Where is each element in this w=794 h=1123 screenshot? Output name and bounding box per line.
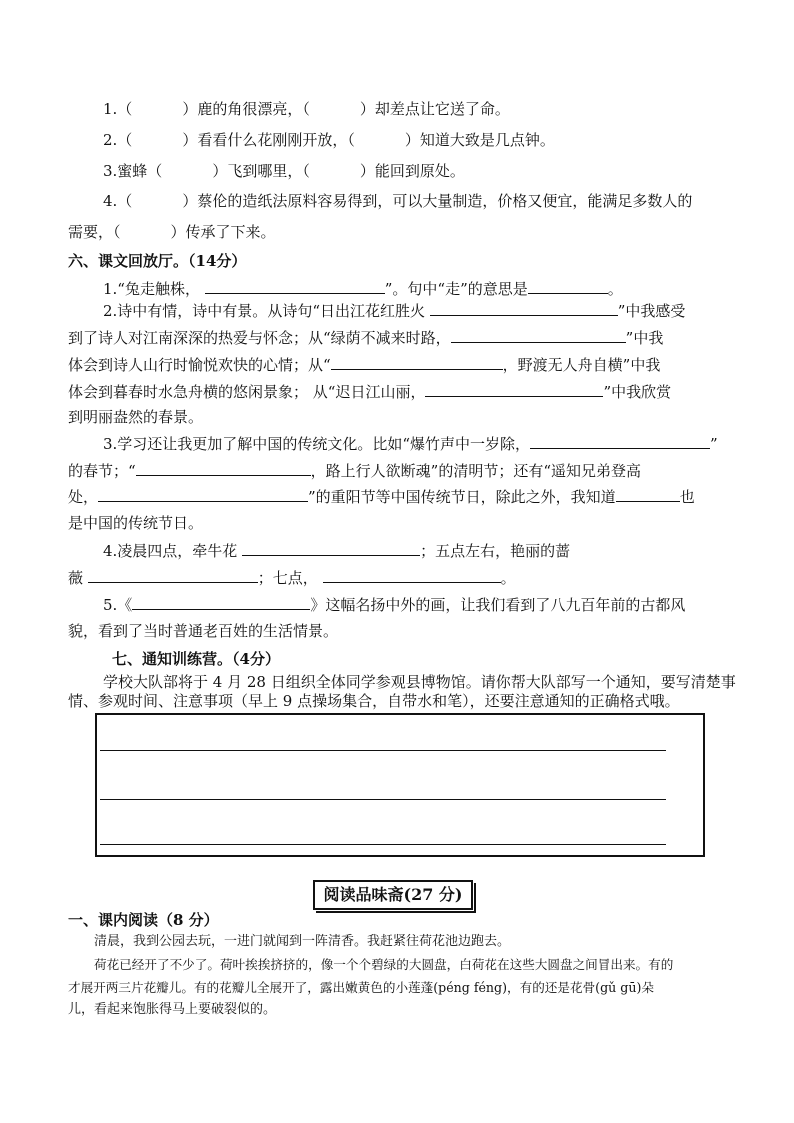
notice-prompt-2: 情、参观时间、注意事项（早上 9 点操场集合，自带水和笔），还要注意通知的正确格式哦。	[68, 692, 680, 710]
answer-blank[interactable]	[430, 300, 618, 316]
answer-blank[interactable]	[331, 354, 503, 370]
q5-3: 3.蜜蜂（ ）飞到哪里，（ ）能回到原处。	[103, 162, 465, 180]
reading-title: 阅读品味斋(27 分)	[313, 880, 473, 910]
answer-rule	[100, 844, 666, 845]
notice-prompt-1: 学校大队部将于 4 月 28 日组织全体同学参观县博物馆。请你帮大队部写一个通知，要写清楚事	[103, 673, 736, 691]
q6-4-l2: 薇 ；七点， 。	[68, 569, 516, 587]
q6-5-l2: 貌，看到了当时普通老百姓的生活情景。	[68, 622, 339, 640]
q5-4-cont: 需要，（ ）传承了下来。	[68, 223, 276, 241]
q6-3-l3: 处， ”的重阳节等中国传统节日，除此之外，我知道 也	[68, 488, 695, 506]
answer-blank[interactable]	[205, 278, 385, 294]
q6-5-l1: 5.《 》这幅名扬中外的画，让我们看到了八九百年前的古都风	[103, 596, 686, 614]
q6-3-l1: 3.学习还让我更加了解中国的传统文化。比如“爆竹声中一岁除， ”	[103, 435, 718, 453]
section6-heading: 六、课文回放厅。（14分）	[68, 252, 247, 270]
q6-2-l3: 体会到诗人山行时愉悦欢快的心情；从“ ，野渡无人舟自横”中我	[68, 356, 661, 374]
q6-2-l4: 体会到暮春时水急舟横的悠闲景象； 从“迟日江山丽， ”中我欣赏	[68, 383, 672, 401]
answer-blank[interactable]	[88, 567, 258, 583]
answer-rule	[100, 799, 666, 800]
q5-4: 4.（ ）蔡伦的造纸法原料容易得到，可以大量制造，价格又便宜，能满足多数人的	[103, 192, 693, 210]
reading-paragraph-2a: 荷花已经开了不少了。荷叶挨挨挤挤的，像一个个碧绿的大圆盘，白荷花在这些大圆盘之间冒出来。有的	[94, 957, 674, 972]
answer-blank[interactable]	[132, 594, 310, 610]
section7-heading: 七、通知训练营。（4分）	[112, 650, 280, 668]
answer-blank[interactable]	[425, 381, 603, 397]
answer-blank[interactable]	[323, 567, 501, 583]
answer-blank[interactable]	[136, 460, 311, 476]
q6-1: 1.“兔走触株， ”。句中“走”的意思是 。	[103, 280, 623, 298]
answer-blank[interactable]	[242, 540, 420, 556]
q6-2-l2: 到了诗人对江南深深的热爱与怀念；从“绿荫不减来时路， ”中我	[68, 329, 664, 347]
q6-2-l1: 2.诗中有情，诗中有景。从诗句“日出江花红胜火 ”中我感受	[103, 302, 686, 320]
answer-blank[interactable]	[616, 486, 680, 502]
reading-paragraph-2c: 儿，看起来饱胀得马上要破裂似的。	[68, 1002, 277, 1017]
reading-subheading: 一、课内阅读（8 分）	[68, 911, 219, 929]
answer-blank[interactable]	[451, 327, 626, 343]
q6-4-l1: 4.凌晨四点，牵牛花 ；五点左右，艳丽的蔷	[103, 542, 571, 560]
notice-answer-box[interactable]	[95, 713, 705, 857]
answer-blank[interactable]	[530, 433, 710, 449]
q5-2: 2.（ ）看看什么花刚刚开放，（ ）知道大致是几点钟。	[103, 131, 555, 149]
q6-2-l5: 到明丽盎然的春景。	[68, 408, 204, 426]
q6-3-l4: 是中国的传统节日。	[68, 514, 204, 532]
answer-rule	[100, 750, 666, 751]
q5-1: 1.（ ）鹿的角很漂亮，（ ）却差点让它送了命。	[103, 100, 510, 118]
reading-paragraph-2b: 才展开两三片花瓣儿。有的花瓣儿全展开了，露出嫩黄色的小莲蓬(péng féng)，有的还是花骨(gǔ gū)朵	[68, 980, 654, 995]
reading-paragraph-1: 清晨，我到公园去玩，一进门就闻到一阵清香。我赶紧往荷花池边跑去。	[94, 934, 511, 949]
answer-blank[interactable]	[528, 278, 608, 294]
q6-3-l2: 的春节；“ ，路上行人欲断魂”的清明节；还有“遥知兄弟登高	[68, 462, 642, 480]
answer-blank[interactable]	[98, 486, 308, 502]
